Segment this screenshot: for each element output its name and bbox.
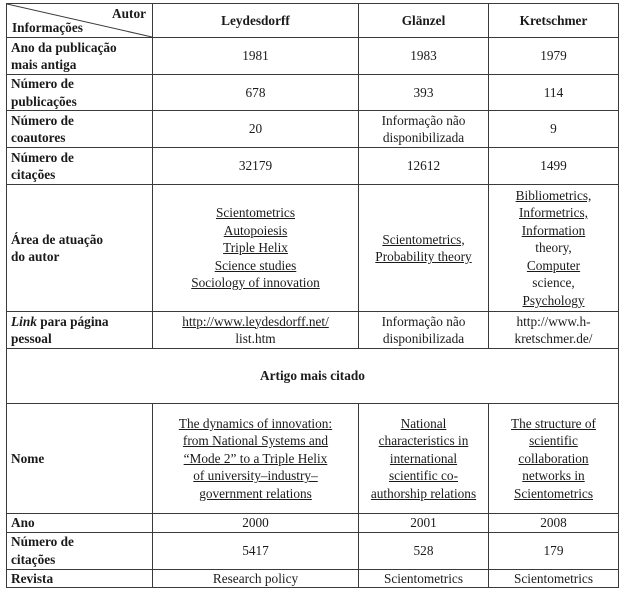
cell-value: 9 xyxy=(489,111,619,148)
article-title-glanzel: National characteristics in international scientific co- authorship relations xyxy=(359,404,489,514)
cell-value: Scientometrics xyxy=(359,569,489,588)
row-label: Link para página pessoal xyxy=(7,312,153,349)
row-label: Nome xyxy=(7,404,153,514)
cell-value: 5417 xyxy=(153,532,359,569)
row-research-area xyxy=(7,185,619,312)
corner-header-cell xyxy=(7,4,153,38)
row-label: Número de citações xyxy=(7,532,153,569)
author-header-glanzel: Glänzel xyxy=(359,4,489,38)
cell-areas-leydesdorff: Scientometrics Autopoiesis Triple Helix Science studies Sociology of innovation xyxy=(153,185,359,312)
corner-label-info: Informações xyxy=(12,19,83,35)
section-row xyxy=(7,349,619,404)
row-label: Número de publicações xyxy=(7,75,153,111)
link-leydesdorff[interactable]: http://www.leydesdorff.net/ list.htm xyxy=(153,312,359,349)
row-label: Ano xyxy=(7,514,153,533)
author-header-leydesdorff: Leydesdorff xyxy=(153,4,359,38)
cell-value: 1979 xyxy=(489,38,619,75)
cell-value: 2000 xyxy=(153,514,359,533)
row-label: Número de coautores xyxy=(7,111,153,148)
row-article-citations xyxy=(7,532,619,569)
cell-value: 114 xyxy=(489,75,619,111)
section-title: Artigo mais citado xyxy=(7,349,619,404)
cell-value: Research policy xyxy=(153,569,359,588)
row-journal xyxy=(7,569,619,588)
row-first-publication-year xyxy=(7,38,619,75)
article-title-kretschmer: The structure of scientific collaboration networks in Scientometrics xyxy=(489,404,619,514)
cell-value: 678 xyxy=(153,75,359,111)
row-personal-page xyxy=(7,312,619,349)
cell-value: 1983 xyxy=(359,38,489,75)
header-row xyxy=(7,4,619,38)
row-article-name xyxy=(7,404,619,514)
comparison-table xyxy=(6,3,619,588)
cell-value: 2001 xyxy=(359,514,489,533)
row-citation-count xyxy=(7,148,619,185)
cell-value: 393 xyxy=(359,75,489,111)
row-article-year xyxy=(7,514,619,533)
cell-value: Informação não disponibilizada xyxy=(359,111,489,148)
cell-areas-glanzel: Scientometrics, Probability theory xyxy=(359,185,489,312)
article-title-leydesdorff: The dynamics of innovation: from National Systems and “Mode 2” to a Triple Helix of university–industry– government relations xyxy=(153,404,359,514)
cell-value: 528 xyxy=(359,532,489,569)
cell-value: 179 xyxy=(489,532,619,569)
cell-value: Scientometrics xyxy=(489,569,619,588)
row-publication-count xyxy=(7,75,619,111)
row-label: Revista xyxy=(7,569,153,588)
cell-value: 20 xyxy=(153,111,359,148)
row-label: Ano da publicação mais antiga xyxy=(7,38,153,75)
author-header-kretschmer: Kretschmer xyxy=(489,4,619,38)
cell-areas-kretschmer: Bibliometrics, Informetrics, Information theory, Computer science, Psychology xyxy=(489,185,619,312)
row-label: Área de atuação do autor xyxy=(7,185,153,312)
link-kretschmer[interactable]: http://www.h- kretschmer.de/ xyxy=(489,312,619,349)
cell-value: Informação não disponibilizada xyxy=(359,312,489,349)
row-label: Número de citações xyxy=(7,148,153,185)
cell-value: 32179 xyxy=(153,148,359,185)
cell-value: 1499 xyxy=(489,148,619,185)
corner-label-author: Autor xyxy=(112,6,146,21)
cell-value: 1981 xyxy=(153,38,359,75)
cell-value: 12612 xyxy=(359,148,489,185)
row-coauthor-count xyxy=(7,111,619,148)
cell-value: 2008 xyxy=(489,514,619,533)
